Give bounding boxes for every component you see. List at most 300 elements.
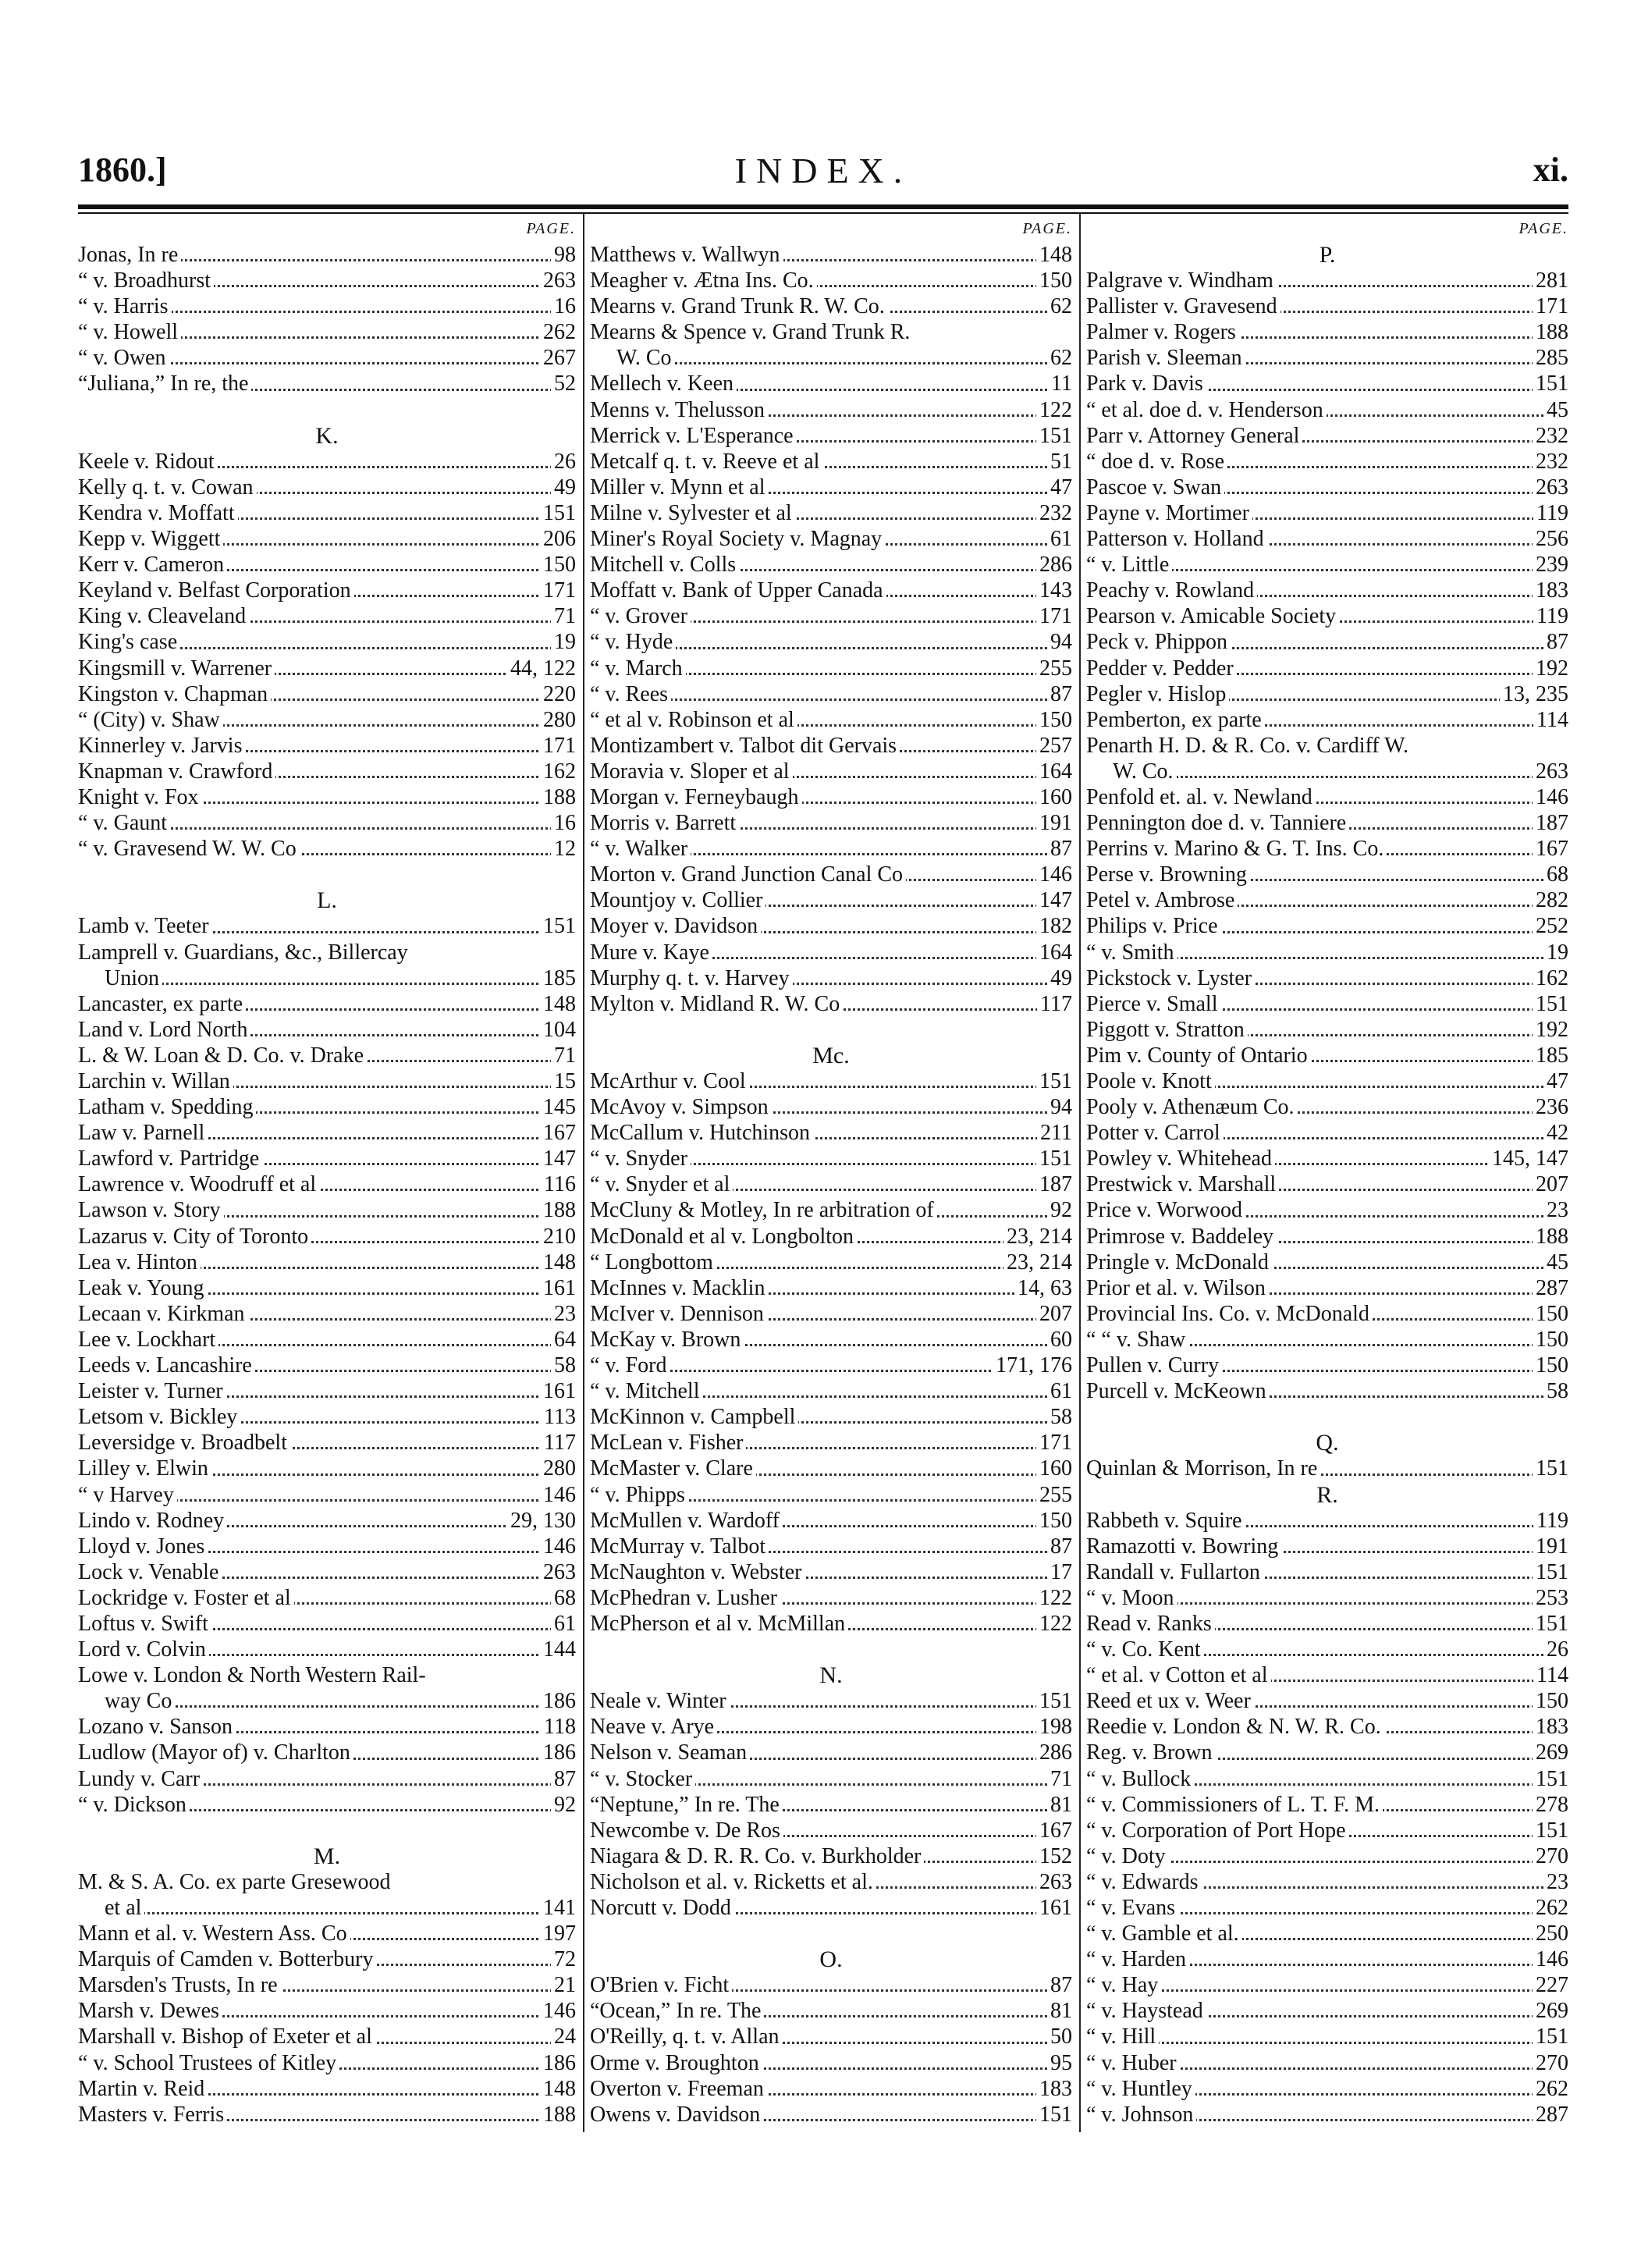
index-entry [1086, 526, 1568, 552]
case-name: Nelson v. Seaman [590, 1740, 750, 1765]
case-name: McCluny & Motley, In re arbitration of [590, 1198, 937, 1222]
index-entry [590, 449, 1072, 475]
page-reference: 62 [1047, 345, 1072, 371]
case-name: Perse v. Browning [1086, 862, 1250, 887]
page-reference: 262 [540, 319, 576, 345]
index-entry [1086, 1378, 1568, 1404]
page-reference: 19 [1543, 940, 1568, 965]
index-entry [78, 2050, 576, 2076]
page-reference: 87 [1047, 836, 1072, 862]
index-entry [78, 1378, 576, 1404]
case-name: way Co [78, 1689, 175, 1713]
page-reference: 145, 147 [1489, 1146, 1568, 1171]
page-reference: 232 [1533, 449, 1568, 475]
case-name: McPhedran v. Lusher [590, 1586, 780, 1610]
case-name: Lazarus v. City of Toronto [78, 1225, 311, 1249]
case-name: Mitchell v. Colls [590, 553, 739, 577]
index-entry [590, 1171, 1072, 1197]
page-reference: 286 [1036, 552, 1072, 578]
index-entry [590, 965, 1072, 991]
page-reference: 16 [551, 810, 576, 836]
case-name: Marquis of Camden v. Botterbury [78, 1947, 376, 1971]
index-entry [78, 991, 576, 1017]
page-reference: 147 [540, 1146, 576, 1171]
page-reference: 151 [540, 913, 576, 939]
case-name: Mellech v. Keen [590, 371, 737, 396]
page-reference: 164 [1036, 759, 1072, 784]
page-reference: 92 [551, 1792, 576, 1818]
index-entry [78, 784, 576, 810]
case-name: Ludlow (Mayor of) v. Charlton [78, 1740, 353, 1765]
page-reference: 282 [1533, 887, 1568, 913]
page-reference: 286 [1036, 1740, 1072, 1765]
case-name: “ v. Stocker [590, 1767, 695, 1791]
index-entry [1086, 991, 1568, 1017]
case-name: McKinnon v. Campbell [590, 1405, 798, 1429]
index-entry [78, 965, 576, 991]
page-reference: 152 [1036, 1843, 1072, 1869]
page-reference: 87 [1047, 1972, 1072, 1998]
index-entry [590, 1224, 1072, 1250]
page-reference: 148 [1036, 242, 1072, 268]
case-name: “ v. Co. Kent [1086, 1637, 1204, 1662]
case-name: McKay v. Brown [590, 1328, 744, 1352]
case-name: Overton v. Freeman [590, 2077, 767, 2101]
page-reference: 257 [1036, 733, 1072, 759]
index-entry [78, 2102, 576, 2128]
page-reference: 160 [1036, 784, 1072, 810]
case-name: O'Reilly, q. t. v. Allan [590, 2024, 783, 2049]
page-reference: 113 [541, 1404, 576, 1430]
page-reference: 151 [1533, 1456, 1568, 1481]
case-name: Knight v. Fox [78, 785, 202, 809]
index-entry [590, 1818, 1072, 1843]
page-reference: 171 [540, 733, 576, 759]
index-entry [590, 1094, 1072, 1120]
case-name: McArthur v. Cool [590, 1069, 749, 1093]
index-entry [590, 656, 1072, 681]
page-reference: 60 [1047, 1327, 1072, 1353]
index-entry [78, 1662, 576, 1688]
page-reference: 13, 235 [1500, 681, 1568, 707]
case-name: Kingston v. Chapman [78, 682, 271, 706]
page-reference: 117 [1037, 991, 1072, 1017]
case-name: Rabbeth v. Squire [1086, 1509, 1245, 1533]
page-reference: 270 [1533, 2050, 1568, 2076]
case-name: Niagara & D. R. R. Co. v. Burkholder [590, 1844, 924, 1868]
case-name: Law v. Parnell [78, 1121, 208, 1145]
case-name: McMaster v. Clare [590, 1456, 756, 1481]
index-entry [78, 1197, 576, 1223]
case-name: Lloyd v. Jones [78, 1534, 208, 1559]
index-entry [78, 1585, 576, 1611]
page-reference: 167 [540, 1120, 576, 1146]
case-name: Price v. Worwood [1086, 1198, 1245, 1222]
case-name: Pallister v. Gravesend [1086, 294, 1280, 318]
page-title: INDEX. [734, 151, 912, 190]
page-reference: 68 [1543, 862, 1568, 887]
page-reference: 146 [1036, 862, 1072, 887]
case-name: Norcutt v. Dodd [590, 1896, 734, 1920]
index-entry [78, 1353, 576, 1378]
page-reference: 191 [1533, 1534, 1568, 1559]
index-entry [78, 371, 576, 396]
header-rule-thin [78, 212, 1568, 214]
case-name: Lawrence v. Woodruff et al [78, 1172, 319, 1196]
page-reference: 255 [1036, 656, 1072, 681]
index-entry [1086, 1946, 1568, 1972]
page-reference: 263 [540, 1559, 576, 1585]
index-entry [78, 940, 576, 965]
case-name: Reedie v. London & N. W. R. Co. [1086, 1715, 1384, 1739]
case-name: “ doe d. v. Rose [1086, 450, 1227, 474]
case-name: Lundy v. Carr [78, 1767, 203, 1791]
page-reference: 207 [1533, 1171, 1568, 1197]
case-name: Lowe v. London & North Western Rail- [78, 1663, 429, 1687]
page-reference: 252 [1533, 913, 1568, 939]
page-reference: 207 [1036, 1301, 1072, 1327]
page-reference: 198 [1036, 1714, 1072, 1740]
case-name: “ v. Snyder et al [590, 1172, 733, 1196]
index-entry [1086, 1171, 1568, 1197]
index-entry [590, 500, 1072, 526]
case-name: Morris v. Barrett [590, 811, 739, 835]
index-entry [78, 1482, 576, 1508]
case-name: Kingsmill v. Warrener [78, 656, 275, 681]
page-reference: 151 [1036, 2102, 1072, 2128]
case-name: Pullen v. Curry [1086, 1353, 1222, 1378]
case-name: “ v. Hill [1086, 2024, 1159, 2049]
case-name: “ v. March [590, 656, 686, 681]
case-name: “ v. Gravesend W. W. Co [78, 837, 300, 861]
page-reference: 116 [541, 1171, 576, 1197]
index-entry [1086, 629, 1568, 655]
page-reference: 23 [1543, 1869, 1568, 1895]
case-name: “ v. Commissioners of L. T. F. M. [1086, 1793, 1383, 1817]
index-entry [1086, 656, 1568, 681]
case-name: Reed et ux v. Weer [1086, 1689, 1254, 1713]
case-name: Letsom v. Bickley [78, 1405, 240, 1429]
case-name: Metcalf q. t. v. Reeve et al [590, 450, 822, 474]
page-reference: 58 [1543, 1378, 1568, 1404]
index-entry [590, 1688, 1072, 1714]
index-entry [590, 1197, 1072, 1223]
page-reference: 122 [1036, 397, 1072, 423]
page-reference: 197 [540, 1921, 576, 1946]
case-name: Lecaan v. Kirkman [78, 1302, 248, 1326]
index-entry [590, 1120, 1072, 1146]
case-name: Menns v. Thelusson [590, 398, 768, 422]
case-name: McIver v. Dennison [590, 1302, 767, 1326]
case-name: McAvoy v. Simpson [590, 1095, 772, 1119]
page-reference: 64 [551, 1327, 576, 1353]
page-number: xi. [1533, 151, 1568, 189]
index-entry [590, 784, 1072, 810]
index-entry [590, 526, 1072, 552]
page-reference: 58 [1047, 1404, 1072, 1430]
page-reference: 186 [540, 2050, 576, 2076]
index-entry [590, 1972, 1072, 1998]
case-name: Poole v. Knott [1086, 1069, 1215, 1093]
case-name: Pierce v. Small [1086, 992, 1220, 1016]
blank-line [590, 1017, 1072, 1043]
page-reference: 162 [540, 759, 576, 784]
index-entry [78, 1611, 576, 1637]
index-entry [590, 1353, 1072, 1378]
index-entry [1086, 1043, 1568, 1068]
case-name: Loftus v. Swift [78, 1612, 211, 1636]
case-name: Philips v. Price [1086, 914, 1221, 938]
page-reference: 151 [1533, 2024, 1568, 2049]
case-name: Neale v. Winter [590, 1689, 730, 1713]
case-name: “ v. Grover [590, 604, 691, 628]
index-column-3 [1086, 220, 1568, 2128]
page-reference: 171 [540, 578, 576, 603]
index-entry [78, 681, 576, 707]
index-entry [78, 1714, 576, 1740]
page-reference: 94 [1047, 1094, 1072, 1120]
page-reference: 287 [1533, 1275, 1568, 1301]
page-reference: 161 [540, 1275, 576, 1301]
page-reference: 119 [1533, 1508, 1568, 1534]
case-name: “ v. Edwards [1086, 1870, 1202, 1894]
case-name: Lozano v. Sanson [78, 1715, 236, 1739]
case-name: King v. Cleaveland [78, 604, 249, 628]
page-reference: 267 [540, 345, 576, 371]
header-rule [78, 204, 1568, 209]
index-entry [78, 2024, 576, 2049]
page-reference: 122 [1036, 1585, 1072, 1611]
case-name: “ v. Snyder [590, 1146, 691, 1171]
index-entry [590, 1740, 1072, 1765]
page-reference: 143 [1036, 578, 1072, 603]
case-name: Newcombe v. De Ros [590, 1818, 783, 1843]
index-entry [1086, 475, 1568, 500]
case-name: Lancaster, ex parte [78, 992, 246, 1016]
case-name: Lamprell v. Guardians, &c., Billercay [78, 940, 411, 965]
page-reference: 148 [540, 991, 576, 1017]
case-name: Moravia v. Sloper et al [590, 759, 793, 784]
page-reference: 167 [1036, 1818, 1072, 1843]
page-reference: 150 [540, 552, 576, 578]
index-entry [590, 862, 1072, 887]
page-reference: 211 [1037, 1120, 1072, 1146]
index-entry [590, 1378, 1072, 1404]
index-entry [590, 1766, 1072, 1792]
page-reference: 151 [1533, 1559, 1568, 1585]
case-name: Pedder v. Pedder [1086, 656, 1237, 681]
column-divider [583, 214, 584, 2132]
case-name: Mure v. Kaye [590, 940, 712, 965]
page-reference: 150 [1533, 1327, 1568, 1353]
case-name: Kinnerley v. Jarvis [78, 734, 245, 758]
page-reference: 24 [551, 2024, 576, 2049]
page-reference: 187 [1036, 1171, 1072, 1197]
index-entry [590, 578, 1072, 603]
index-entry [1086, 1637, 1568, 1662]
case-name: Park v. Davis [1086, 371, 1206, 396]
page-reference: 145 [540, 1094, 576, 1120]
page-reference: 21 [551, 1972, 576, 1998]
page-reference: 42 [1543, 1120, 1568, 1146]
page-reference: 280 [540, 707, 576, 733]
page-reference: 220 [540, 681, 576, 707]
page-reference: 144 [540, 1637, 576, 1662]
index-entry [590, 1250, 1072, 1275]
index-entry [590, 681, 1072, 707]
page-reference: 72 [551, 1946, 576, 1972]
index-entry [1086, 1895, 1568, 1921]
page-reference: 95 [1047, 2050, 1072, 2076]
index-entry [1086, 371, 1568, 396]
index-entry [1086, 1662, 1568, 1688]
page-reference: 26 [1543, 1637, 1568, 1662]
page-reference: 61 [1047, 1378, 1072, 1404]
case-name: Morton v. Grand Junction Canal Co [590, 862, 906, 887]
blank-line [590, 1921, 1072, 1946]
case-name: “ v. Howell [78, 320, 181, 344]
index-entry [1086, 1869, 1568, 1895]
index-entry [1086, 319, 1568, 345]
case-name: “ v. Dickson [78, 1793, 190, 1817]
page-reference: 68 [551, 1585, 576, 1611]
page-reference: 11 [1048, 371, 1072, 396]
page-reference: 146 [540, 1998, 576, 2024]
index-entry [590, 1611, 1072, 1637]
case-name: Payne v. Mortimer [1086, 501, 1252, 525]
case-name: Kelly q. t. v. Cowan [78, 475, 257, 499]
case-name: “ v. Moon [1086, 1586, 1177, 1610]
index-entry [590, 475, 1072, 500]
case-name: Knapman v. Crawford [78, 759, 275, 784]
index-entry [78, 1430, 576, 1456]
page-reference: 150 [1533, 1353, 1568, 1378]
index-entry [78, 526, 576, 552]
case-name: Nicholson et al. v. Ricketts et al. [590, 1870, 876, 1894]
index-entry [78, 810, 576, 836]
case-name: Mann et al. v. Western Ass. Co [78, 1921, 350, 1946]
index-entry [590, 991, 1072, 1017]
index-entry [1086, 940, 1568, 965]
page-reference: 151 [1533, 371, 1568, 396]
index-entry [78, 1068, 576, 1094]
running-head [78, 150, 1568, 197]
index-entry [78, 836, 576, 862]
page-reference: 192 [1533, 1017, 1568, 1043]
page-reference: 182 [1036, 913, 1072, 939]
index-entry [590, 1146, 1072, 1171]
page-reference: 104 [540, 1017, 576, 1043]
case-name: “ v. Little [1086, 553, 1172, 577]
case-name: Lawford v. Partridge [78, 1146, 262, 1171]
index-entry [1086, 965, 1568, 991]
page-reference: 263 [1533, 475, 1568, 500]
section-letter-heading: N. [819, 1662, 843, 1689]
page-reference: 171 [1533, 293, 1568, 319]
case-name: Lord v. Colvin [78, 1637, 209, 1662]
case-name: Purcell v. McKeown [1086, 1379, 1270, 1403]
page-reference: 147 [1036, 887, 1072, 913]
case-name: Pooly v. Athenæum Co. [1086, 1095, 1298, 1119]
case-name: “Neptune,” In re. The [590, 1793, 783, 1817]
page-reference: 45 [1543, 1250, 1568, 1275]
index-entry [1086, 1146, 1568, 1171]
index-entry [1086, 1094, 1568, 1120]
case-name: Miner's Royal Society v. Magnay [590, 527, 885, 551]
index-entry [1086, 1275, 1568, 1301]
page-reference: 87 [1543, 629, 1568, 655]
case-name: Palgrave v. Windham [1086, 268, 1277, 293]
page-reference: 14, 63 [1014, 1275, 1072, 1301]
index-entry [1086, 887, 1568, 913]
case-name: “ v. Huntley [1086, 2077, 1195, 2101]
index-entry [78, 1869, 576, 1895]
page-reference: 15 [551, 1068, 576, 1094]
index-entry [78, 1043, 576, 1068]
case-name: Pickstock v. Lyster [1086, 966, 1255, 990]
case-name: Murphy q. t. v. Harvey [590, 966, 793, 990]
case-name: Moffatt v. Bank of Upper Canada [590, 578, 886, 603]
case-name: Matthews v. Wallwyn [590, 243, 783, 267]
case-name: “ v. Gaunt [78, 811, 170, 835]
page-reference: 81 [1047, 1998, 1072, 2024]
case-name: Kepp v. Wiggett [78, 527, 223, 551]
case-name: “ v. Ford [590, 1353, 670, 1378]
page-reference: 26 [551, 449, 576, 475]
case-name: Keele v. Ridout [78, 450, 218, 474]
page-reference: 253 [1533, 1585, 1568, 1611]
header-year: 1860.] [78, 151, 167, 189]
index-entry [1086, 293, 1568, 319]
page-reference: 51 [1047, 449, 1072, 475]
case-name: “ et al v. Robinson et al [590, 708, 797, 732]
page-reference: 186 [540, 1740, 576, 1765]
page-reference: 114 [1533, 707, 1568, 733]
index-entry [78, 1404, 576, 1430]
case-name: Read v. Ranks [1086, 1612, 1215, 1636]
blank-line [78, 1818, 576, 1843]
page-reference: 183 [1533, 1714, 1568, 1740]
index-entry [590, 397, 1072, 423]
index-entry [78, 603, 576, 629]
page-reference: 262 [1533, 2076, 1568, 2102]
index-entry [78, 1998, 576, 2024]
index-entry [1086, 784, 1568, 810]
page-reference: 185 [1533, 1043, 1568, 1068]
page-reference: 148 [540, 2076, 576, 2102]
page-reference: 146 [540, 1482, 576, 1508]
index-entry [1086, 681, 1568, 707]
case-name: McNaughton v. Webster [590, 1560, 805, 1584]
index-entry [78, 1301, 576, 1327]
index-entry [1086, 1301, 1568, 1327]
index-entry [78, 1534, 576, 1559]
page-reference: 232 [1533, 423, 1568, 449]
index-entry [78, 1766, 576, 1792]
index-entry [78, 552, 576, 578]
page-reference: 119 [1533, 500, 1568, 526]
index-entry [1086, 2076, 1568, 2102]
index-entry [78, 319, 576, 345]
page-reference: 263 [1036, 1869, 1072, 1895]
page-reference: 280 [540, 1456, 576, 1481]
index-entry [590, 1275, 1072, 1301]
case-name: Lamb v. Teeter [78, 914, 212, 938]
case-name: Mearns & Spence v. Grand Trunk R. [590, 320, 913, 344]
case-name: Palmer v. Rogers [1086, 320, 1239, 344]
case-name: M. & S. A. Co. ex parte Gresewood [78, 1870, 394, 1894]
case-name: McLean v. Fisher [590, 1431, 746, 1455]
